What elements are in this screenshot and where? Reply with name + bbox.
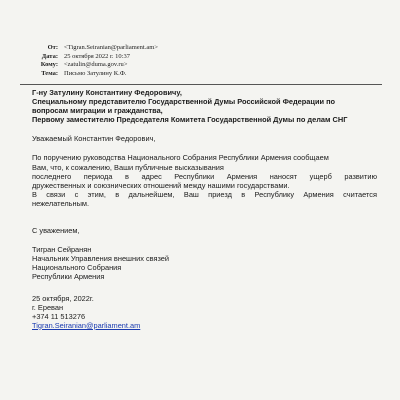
body-line: Вам, что, к сожалению, Ваши публичные высказывания (32, 162, 224, 172)
sent-label: Дата: (41, 52, 58, 60)
email-link[interactable]: Tigran.Seiranian@parliament.am (32, 320, 141, 330)
subject-label: Тема: (41, 69, 58, 77)
addressee-line: Г-ну Затулину Константину Федоровичу, (32, 88, 182, 97)
body-line: дружественных и союзнических отношений между нашими государствами. (32, 180, 290, 190)
closing: С уважением, (32, 226, 80, 236)
sent-row (22, 53, 158, 62)
letter-date: 25 октября, 2022г. (32, 293, 94, 303)
to-label: Кому: (40, 61, 58, 69)
to-value: <zatulin@duma.gov.ru> (64, 61, 128, 69)
from-label: От: (47, 44, 58, 51)
body-line: По поручению руководства Национального Собрания Республики Армения сообщаем (32, 153, 329, 163)
phone-number: +374 11 513276 (32, 311, 86, 321)
body-line: В связи с этим, в дальнейшем, Ваш приезд в Республику Армения считается (32, 189, 377, 199)
signatory-org: Национального Собрания (32, 263, 122, 273)
addressee-line: Специальному представителю Государственной Думы Российской Федерации по (32, 97, 336, 107)
from-value: <Tigran.Seiranian@parliament.am> (64, 44, 158, 51)
greeting: Уважаемый Константин Федорович, (32, 134, 156, 144)
signatory-title: Начальник Управления внешних связей (32, 254, 170, 264)
letter-city: г. Ереван (32, 302, 64, 312)
header-divider (20, 84, 382, 85)
signature-block (32, 245, 377, 281)
signatory-country: Республики Армения (32, 272, 105, 282)
sent-value: 25 октября 2022 г. 10:37 (64, 52, 130, 60)
subject-value: Письмо Затулину К.Ф. (64, 69, 127, 77)
email-header (22, 44, 158, 78)
contact-block (32, 294, 377, 330)
subject-row (22, 70, 158, 79)
addressee-line: Первому заместителю Председателя Комитета Государственной Думы по делам СНГ (32, 115, 348, 125)
body-line: последнего периода в адрес Республики Армения наносят ущерб развитию (32, 171, 377, 181)
to-row (22, 61, 158, 70)
signatory-name: Тигран Сейранян (32, 245, 92, 255)
addressee-block (32, 88, 377, 124)
from-row (22, 44, 158, 53)
body-line: нежелательным. (32, 198, 90, 208)
letter-body (32, 88, 377, 330)
addressee-line: вопросам миграции и гражданства, (32, 106, 163, 116)
letter-paragraph (32, 153, 377, 208)
